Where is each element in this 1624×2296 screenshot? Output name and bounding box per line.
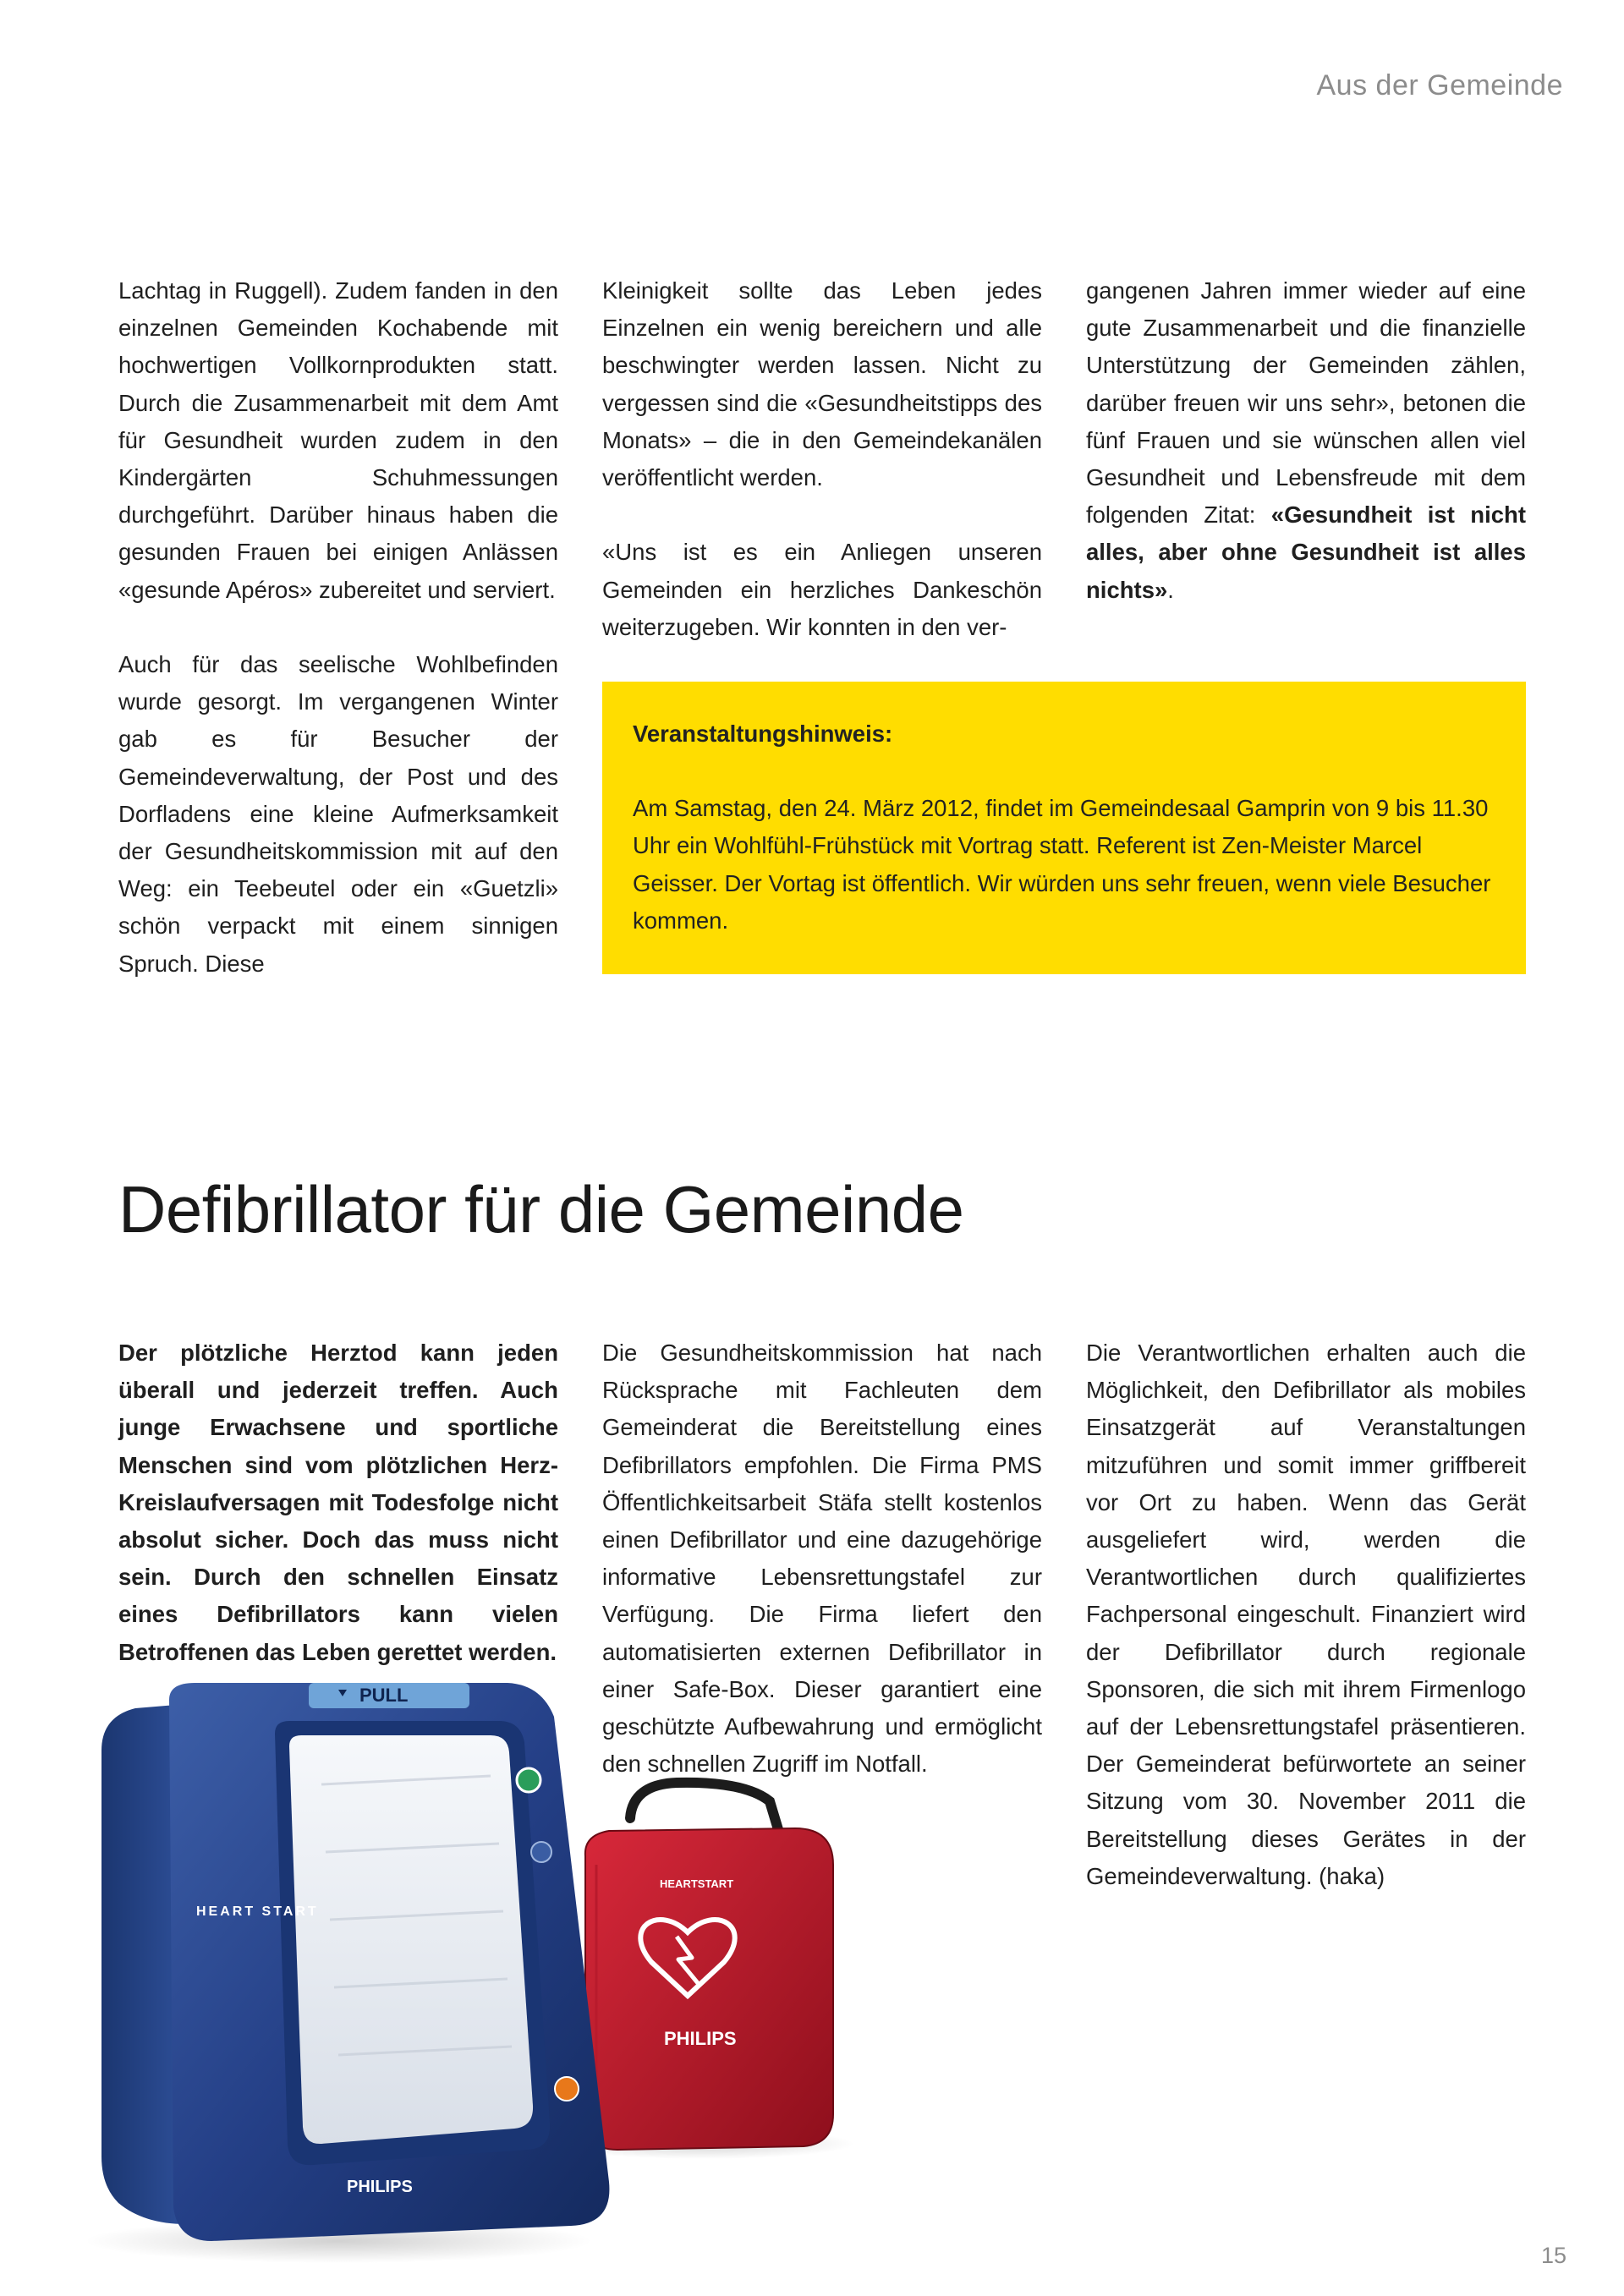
notice-body: Am Samstag, den 24. März 2012, findet im Gemeindesaal Gamprin von 9 bis 11.30 Uhr ein Wohlfühl-Frühstück mit Vortrag statt. Referent ist Zen-Meister Marcel Geisser. Der Vortag ist öffentlich. Wir würden uns sehr freuen, wenn viele Besucher kommen.	[633, 795, 1491, 934]
device-brand-text: PHILIPS	[347, 2178, 413, 2196]
pull-label: PULL	[359, 1685, 409, 1706]
notice-title: Veranstaltungshinweis:	[633, 721, 893, 747]
article-lead: Der plötzliche Herztod kann jeden überall und jederzeit treffen. Auch junge Erwachsene und sportliche Menschen sind vom plötzlichen Herz-Kreislaufversagen mit Todesfolge nicht absolut sicher. Doch das muss nicht sein. Durch den schnellen Einsatz eines Defibrillators kann vielen Betroffenen das Leben gerettet werden.	[118, 1340, 558, 1665]
text-run: gangenen Jahren immer wieder auf eine gute Zusammenarbeit und die finanzielle Unterstützung der Gemeinden zählen, darüber freuen wir uns sehr», betonen die fünf Frauen und sie wünschen allen viel Gesundheit und Lebensfreude mit dem folgenden Zitat:	[1086, 277, 1526, 529]
paragraph	[1086, 272, 1526, 609]
article-column-3	[1086, 1334, 1526, 1895]
case-brand-text: PHILIPS	[664, 2028, 737, 2049]
top-column-3	[1086, 272, 1526, 609]
paragraph: «Uns ist es ein Anliegen unseren Gemeinden ein herzliches Dankeschön weiterzugeben. Wir konnten in den ver-	[602, 539, 1042, 640]
info-button	[531, 1842, 551, 1862]
paragraph: Auch für das seelische Wohlbefinden wurde gesorgt. Im vergangenen Winter gab es für Besucher der Gemeindeverwaltung, der Post und des Dorfladens eine kleine Aufmerksamkeit der Gesundheitskommission mit auf den Weg: ein Teebeutel oder ein «Guetzli» schön verpackt mit einem sinnigen Spruch. Diese	[118, 651, 558, 977]
case-logo-text: HEARTSTART	[660, 1877, 734, 1890]
event-notice-box	[602, 682, 1526, 974]
paragraph: Kleinigkeit sollte das Leben jedes Einzelnen ein wenig bereichern und alle beschwingter werden lassen. Nicht zu vergessen sind die «Gesundheitstipps des Monats» – die in den Gemeindekanälen veröffentlicht werden.	[602, 277, 1042, 491]
section-header: Aus der Gemeinde	[1316, 69, 1563, 101]
top-column-2	[602, 272, 1042, 646]
red-case	[585, 1783, 833, 2150]
shock-button	[555, 2077, 579, 2101]
top-column-1	[118, 272, 558, 983]
power-button	[517, 1768, 540, 1792]
paragraph: Die Gesundheitskommission hat nach Rücksprache mit Fachleuten dem Gemeinderat die Bereitstellung eines Defibrillators empfohlen. Die Firma PMS Öffentlichkeitsarbeit Stäfa stellt kostenlos einen Defibrillator und eine dazugehörige informative Lebensrettungstafel zur Verfügung. Die Firma liefert den automatisierten externen Defibrillator in einer Safe-Box. Dieser garantiert eine geschützte Aufbewahrung und ermöglicht den schnellen Zugriff im Notfall.	[602, 1340, 1042, 1778]
quote: «Gesundheit ist nicht alles, aber ohne Gesundheit ist alles nichts»	[1086, 501, 1526, 603]
article-title: Defibrillator für die Gemeinde	[118, 1172, 964, 1247]
paragraph: Lachtag in Ruggell). Zudem fanden in den einzelnen Gemeinden Kochabende mit hochwertigen Vollkornprodukten statt. Durch die Zusammenarbeit mit dem Amt für Gesundheit wurden zudem in den Kindergärten Schuhmessungen durchgeführt. Darüber hinaus haben die gesunden Frauen bei einigen Anlässen «gesunde Apéros» zubereitet und serviert.	[118, 277, 558, 603]
text-run: .	[1167, 576, 1174, 603]
article-column-1	[118, 1334, 558, 1671]
blue-defibrillator	[102, 1683, 609, 2241]
page-number: 15	[1540, 2243, 1566, 2268]
device-logo-text: HEART START	[196, 1904, 319, 1919]
defibrillator-photo	[68, 1683, 880, 2266]
pad-window	[289, 1735, 533, 2144]
paragraph: Die Verantwortlichen erhalten auch die Möglichkeit, den Defibrillator als mobiles Einsatzgerät auf Veranstaltungen mitzuführen und somit immer griffbereit vor Ort zu haben. Wenn das Gerät ausgeliefert wird, werden die Verantwortlichen durch qualifiziertes Fachpersonal eingeschult. Finanziert wird der Defibrillator durch regionale Sponsoren, die sich mit ihrem Firmenlogo auf der Lebensrettungstafel präsentieren. Der Gemeinderat befürwortete an seiner Sitzung vom 30. November 2011 die Bereitstellung dieses Gerätes in der Gemeindeverwaltung. (haka)	[1086, 1340, 1526, 1889]
